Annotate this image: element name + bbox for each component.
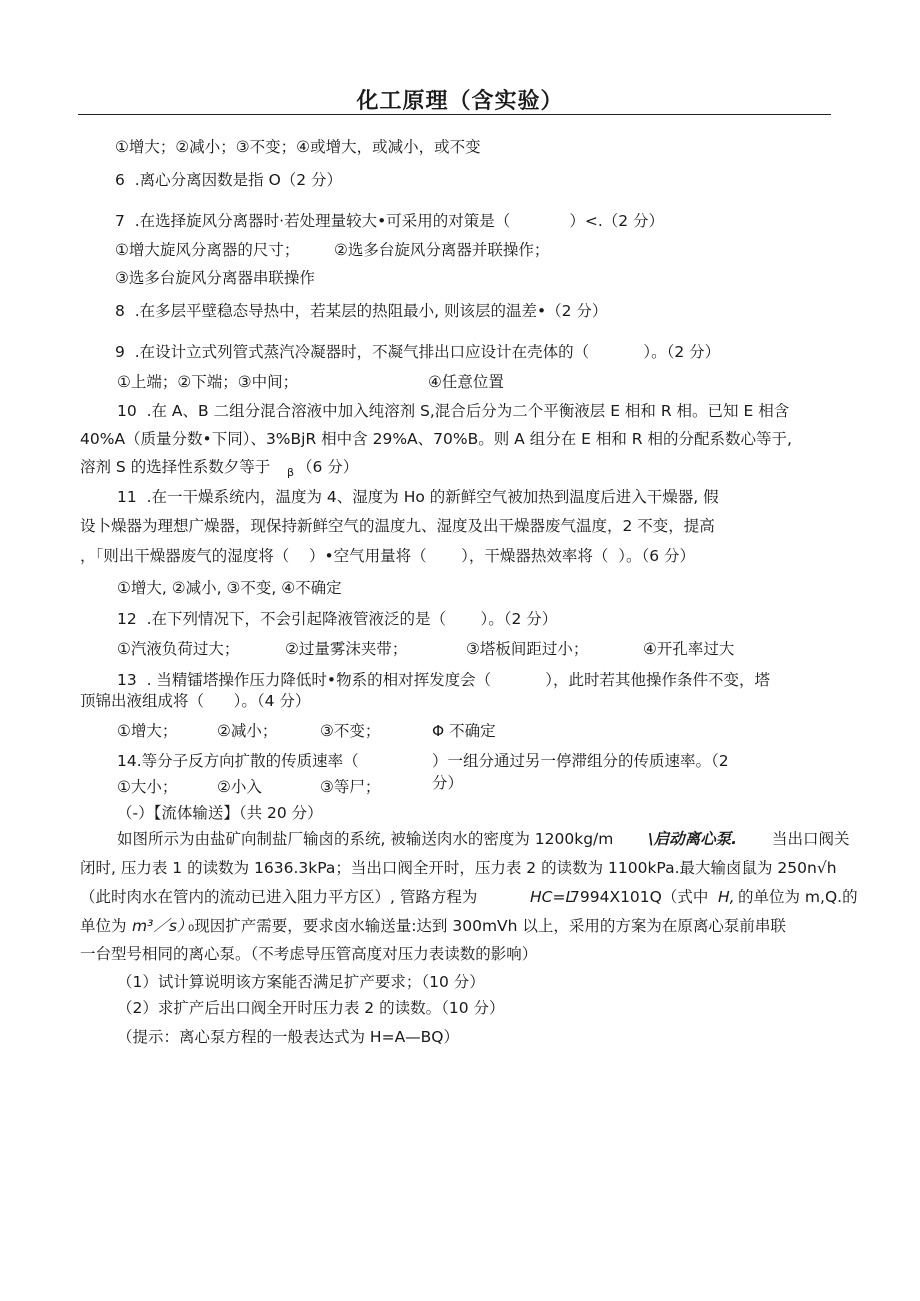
question-10: 10 .在 A、B 二组分混合溶液中加入纯溶剂 S,混合后分为二个平衡液层 E 相和 R 相。已知 E 相含 — [117, 402, 790, 420]
option-line: ①大小； — [117, 778, 178, 796]
option-line: ③选多台旋风分离器串联操作 — [115, 269, 315, 287]
option-line: ①汽液负荷过大； — [117, 640, 240, 658]
problem-formula: HC=L — [530, 888, 575, 906]
problem-emphasis: \启动离心泵. — [648, 830, 738, 848]
problem-line: ₀现因扩产需要，要求卤水输送量:达到 300mVh 以上，采用的方案为在原离心泵前串联 — [188, 917, 786, 935]
question-10-line: 溶剂 S 的选择性系数夕等于 — [80, 458, 271, 476]
question-10-score: （6 分） — [297, 458, 359, 476]
problem-unit: m³／s） — [132, 917, 193, 935]
problem-line: 一台型号相同的离心泵。（不考虑导压管高度对压力表读数的影响） — [80, 945, 538, 963]
question-14-score: 分） — [432, 774, 464, 792]
problem-line: 当出口阀关 — [772, 830, 850, 848]
option-line: ①增大；②减小；③不变；④或增大，或减小，或不变 — [115, 138, 481, 156]
problem-line: 单位为 — [80, 917, 127, 935]
problem-line: 的单位为 m,Q.的 — [738, 888, 858, 906]
question-11-line: 设卜燥器为理想广燥器，现保持新鲜空气的温度九、湿度及出干燥器废气温度，2 不变，提高 — [80, 517, 715, 535]
title-underline — [78, 114, 831, 115]
option-line: ①上端；②下端；③中间； — [117, 373, 299, 391]
option-line: ④任意位置 — [428, 373, 504, 391]
option-line: ③不变； — [320, 722, 381, 740]
problem-line: 如图所示为由盐矿向制盐厂输卤的系统, 被输送肉水的密度为 1200kg∕m — [117, 830, 614, 848]
beta-subscript: β — [287, 466, 295, 479]
option-line: ①增大, ②减小, ③不变, ④不确定 — [117, 579, 342, 597]
question-11-line: ，「则出干燥器废气的湿度将（ ）•空气用量将（ ），干燥器热效率将（ ）。（6 分） — [80, 547, 695, 565]
option-line: ④开孔率过大 — [643, 640, 735, 658]
question-11: 11 .在一干燥系统内，温度为 4、湿度为 Ho 的新鲜空气被加热到温度后进入干燥器, 假 — [117, 488, 719, 506]
option-line: ②选多台旋风分离器并联操作； — [334, 241, 550, 259]
question-9: 9 .在设计立式列管式蒸汽冷凝器时，不凝气排出口应设计在壳体的（ ）。（2 分） — [115, 343, 721, 361]
question-14-cont: ）一组分通过另一停滞组分的传质速率。（2 — [432, 752, 729, 770]
question-13: 13 . 当精镭塔操作压力降低时•物系的相对挥发度会（ ），此时若其他操作条件不变，塔 — [117, 671, 771, 689]
option-line: ①增大旋风分离器的尺寸； — [115, 241, 300, 259]
option-line: ②过量雾沫夹带； — [285, 640, 408, 658]
question-13-line: 顶锦出液组成将（ ）。（4 分） — [80, 692, 311, 710]
question-6: 6 .离心分离因数是指 O（2 分） — [115, 171, 343, 189]
problem-subquestion: （1）试计算说明该方案能否满足扩产要求；（10 分） — [117, 973, 485, 991]
question-14: 14.等分子反方向扩散的传质速率（ — [117, 752, 359, 770]
problem-symbol: H, — [718, 888, 735, 906]
option-line: ③塔板间距过小； — [466, 640, 589, 658]
option-line: ③等尸； — [320, 778, 381, 796]
option-line: ①增大； — [117, 722, 178, 740]
question-7: 7 .在选择旋风分离器时·若处理量较大•可采用的对策是（ ）<.（2 分） — [115, 212, 665, 230]
problem-line: 7994X101Q（式中 — [570, 888, 709, 906]
section-heading: （-）【流体输送】（共 20 分） — [117, 804, 323, 822]
problem-line: 闭时, 压力表 1 的读数为 1636.3kPa；当出口阀全开时，压力表 2 的读数为 1100kPa.最大输卤鼠为 250n√h — [80, 859, 837, 877]
page-title: 化工原理（含实验） — [356, 89, 564, 114]
problem-hint: （提示：离心泵方程的一般表达式为 H=A—BQ） — [117, 1028, 460, 1046]
problem-line: （此时肉水在管内的流动已进入阻力平方区）, 管路方程为 — [80, 888, 478, 906]
question-12: 12 .在下列情况下，不会引起降液管液泛的是（ ）。（2 分） — [117, 610, 558, 628]
question-10-line: 40%A（质量分数•下同）、3%BjR 相中含 29%A、70%B。则 A 组分在 E 相和 R 相的分配系数心等于, — [80, 430, 792, 448]
option-line: ②减小； — [217, 722, 278, 740]
problem-subquestion: （2）求扩产后出口阀全开时压力表 2 的读数。（10 分） — [117, 999, 505, 1017]
option-line: ②小入 — [217, 778, 262, 796]
option-line: Φ 不确定 — [432, 722, 496, 740]
question-8: 8 .在多层平壁稳态导热中，若某层的热阻最小, 则该层的温差•（2 分） — [115, 302, 608, 320]
